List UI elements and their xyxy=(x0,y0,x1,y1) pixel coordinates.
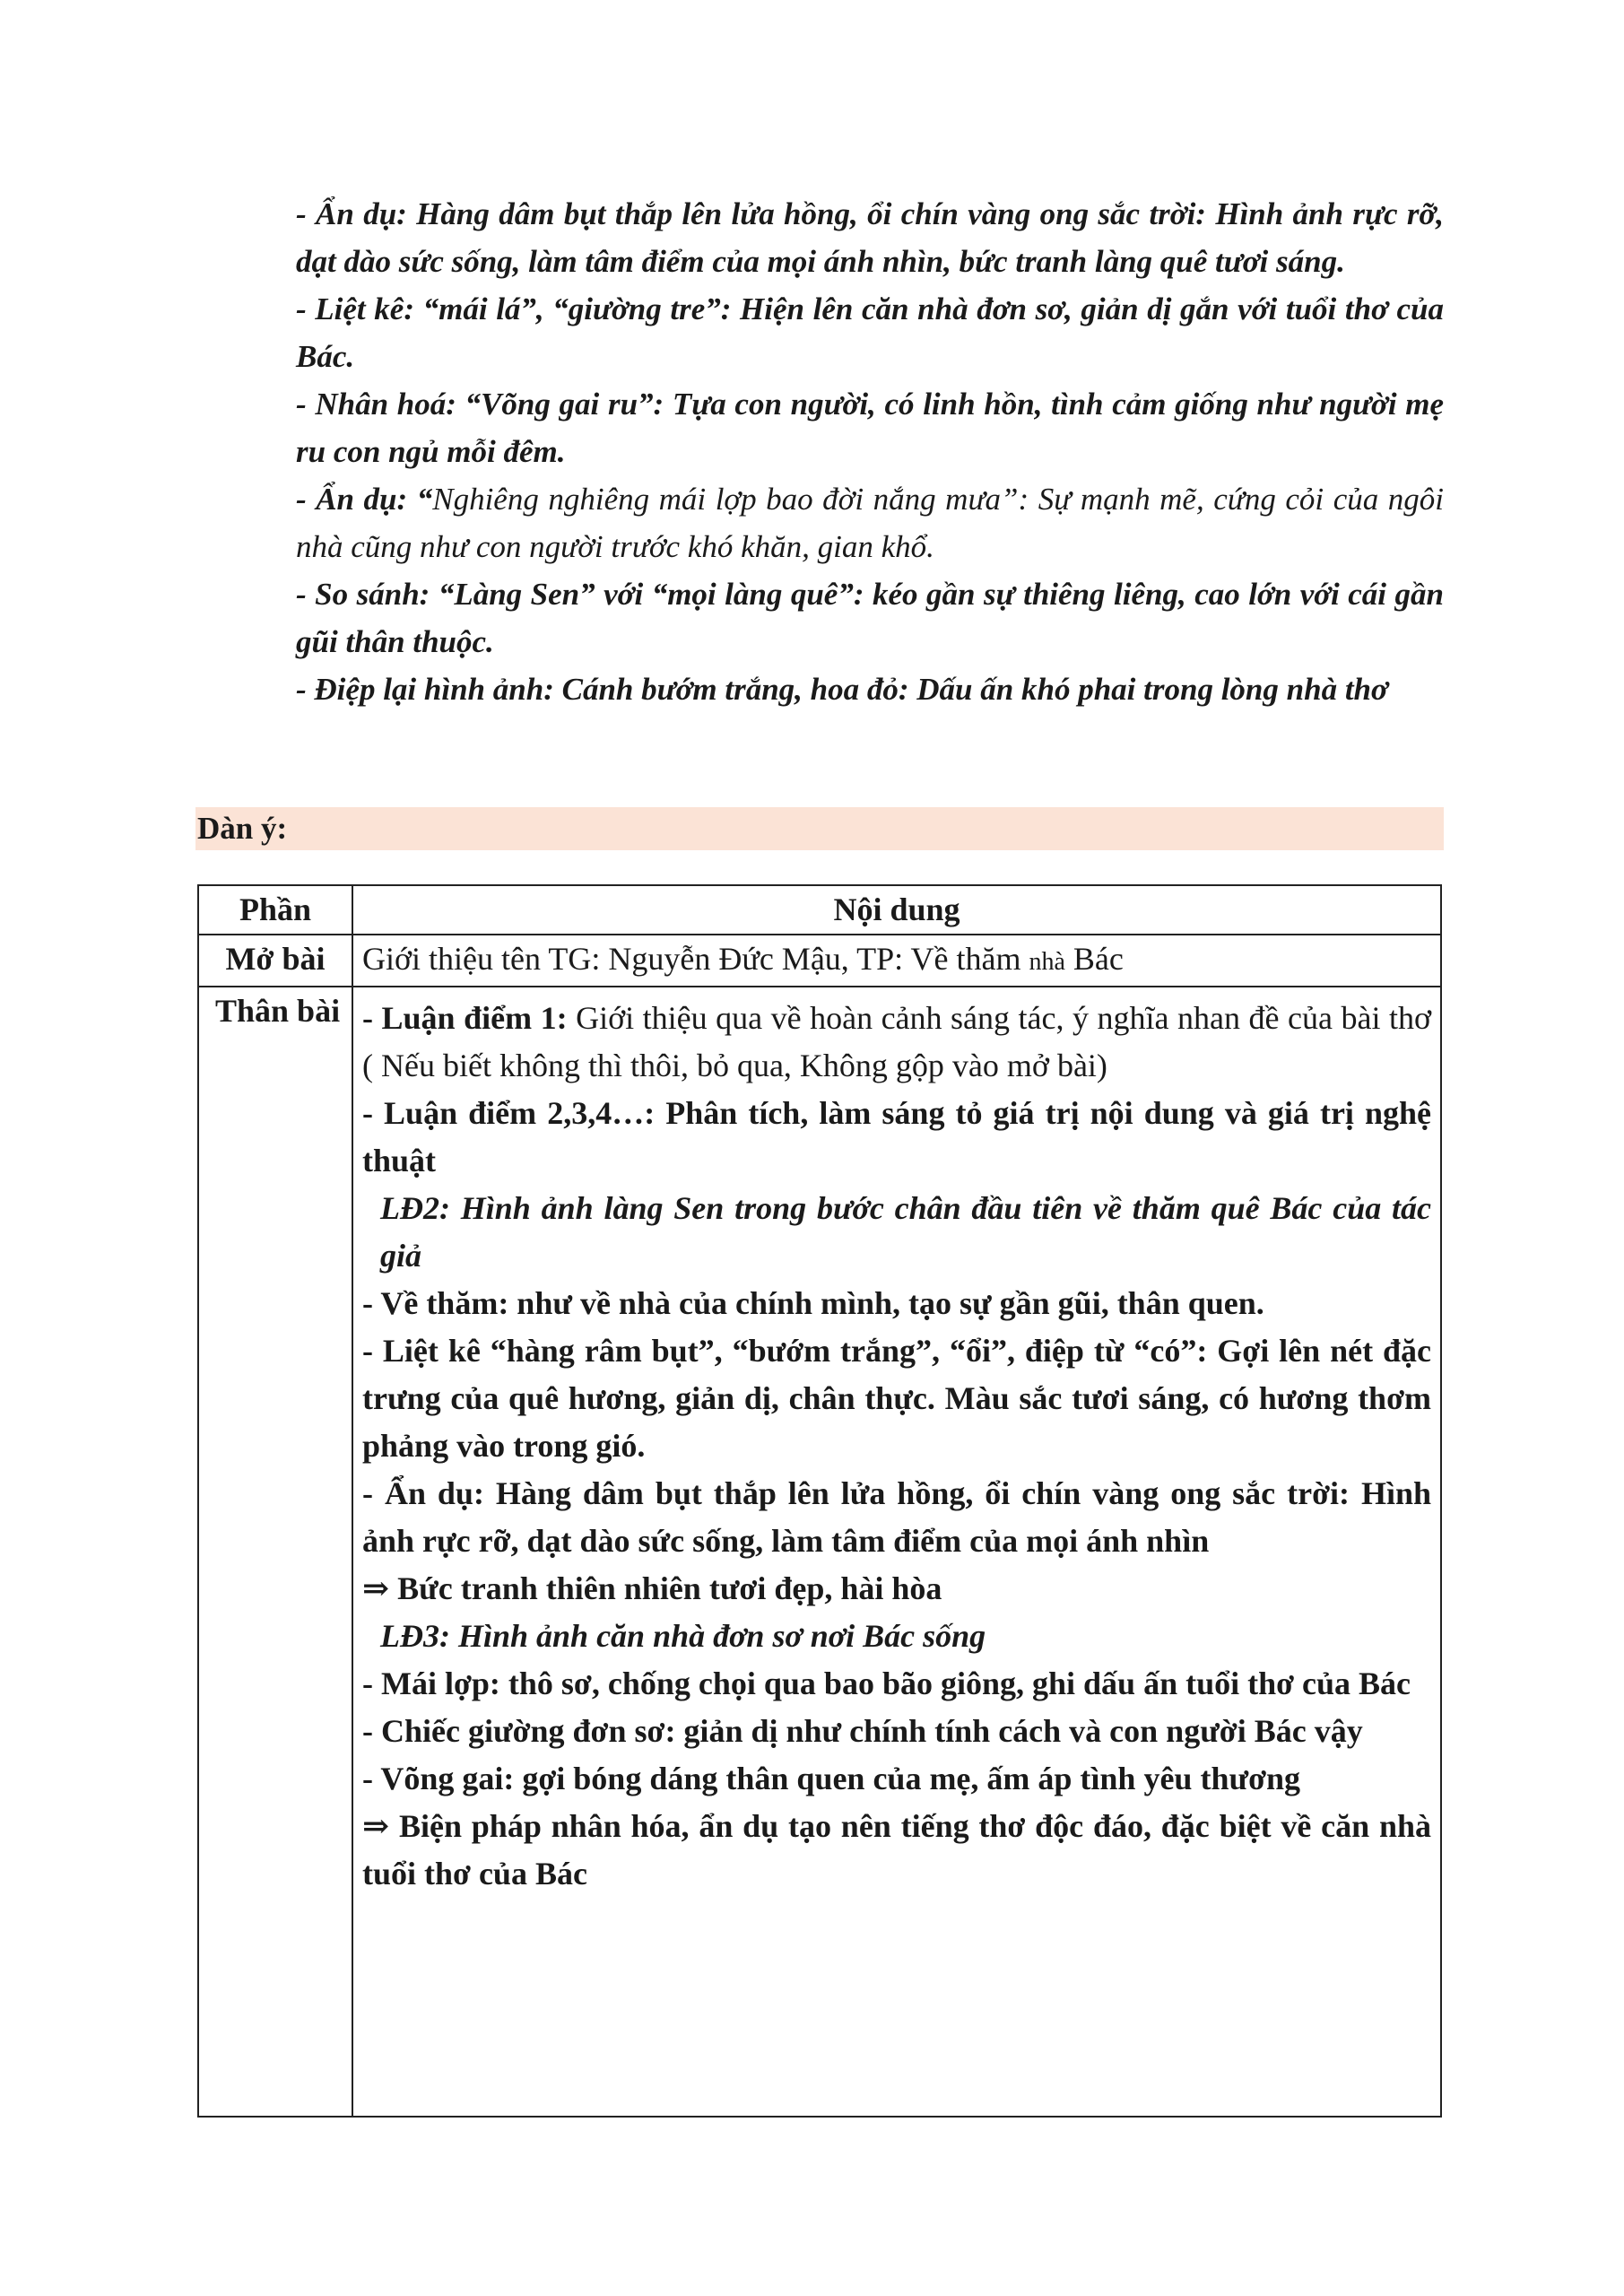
intro-line: - Nhân hoá: “Võng gai ru”: Tựa con người, có linh hồn, tình cảm giống như người mẹ ru con ngủ mỗi đêm. xyxy=(296,387,1444,469)
content-text-small: nhà xyxy=(1029,948,1065,976)
ld3-item: - Võng gai: gợi bóng dáng thân quen của mẹ, ấm áp tình yêu thương xyxy=(362,1761,1301,1796)
row-part: Thân bài xyxy=(198,987,352,2117)
intro-line-tail: Nghiêng nghiêng mái lợp bao đời nắng mưa”: Sự mạnh mẽ, cứng cỏi của ngôi nhà cũng như con người trước khó khăn, gian khổ. xyxy=(296,482,1444,564)
intro-line xyxy=(296,475,1444,570)
intro-line: - Ẩn dụ: Hàng dâm bụt thắp lên lửa hồng, ổi chín vàng ong sắc trời: Hình ảnh rực rỡ, dạt dào sức sống, làm tâm điểm của mọi ánh nhìn, bức tranh làng quê tươi sáng. xyxy=(296,196,1444,279)
intro-notes xyxy=(296,190,1444,713)
content-text-end: Bác xyxy=(1064,941,1124,977)
ld1-label: - Luận điểm 1: xyxy=(362,1000,568,1036)
section-title: Dàn ý: xyxy=(195,807,1444,850)
outline-table xyxy=(197,884,1442,2118)
ld1-text: Giới thiệu qua về hoàn cảnh sáng tác, ý nghĩa nhan đề của bài thơ ( Nếu biết không thì thôi, bỏ qua, Không gộp vào mở bài) xyxy=(362,1000,1431,1083)
ld3-item: ⇒ Biện pháp nhân hóa, ẩn dụ tạo nên tiếng thơ độc đáo, đặc biệt về căn nhà tuổi thơ của Bác xyxy=(362,1808,1431,1892)
header-content: Nội dung xyxy=(352,885,1441,935)
row-content xyxy=(352,987,1441,2117)
ld2-item: - Ẩn dụ: Hàng dâm bụt thắp lên lửa hồng, ổi chín vàng ong sắc trời: Hình ảnh rực rỡ, dạt dào sức sống, làm tâm điểm của mọi ánh nhìn xyxy=(362,1475,1431,1559)
content-text: Giới thiệu tên TG: Nguyễn Đức Mậu, TP: Về thăm xyxy=(362,941,1029,977)
row-content xyxy=(352,935,1441,987)
header-part: Phần xyxy=(198,885,352,935)
ld3-title: LĐ3: Hình ảnh căn nhà đơn sơ nơi Bác sống xyxy=(380,1618,986,1654)
intro-line-head: - Ẩn dụ: “ xyxy=(296,482,433,517)
intro-line: - So sánh: “Làng Sen” với “mọi làng quê”: kéo gần sự thiêng liêng, cao lớn với cái gần gũi thân thuộc. xyxy=(296,577,1444,659)
ld2-title: LĐ2: Hình ảnh làng Sen trong bước chân đầu tiên về thăm quê Bác của tác giả xyxy=(380,1190,1431,1274)
intro-line: - Điệp lại hình ảnh: Cánh bướm trắng, hoa đỏ: Dấu ấn khó phai trong lòng nhà thơ xyxy=(296,672,1388,707)
ld3-item: - Chiếc giường đơn sơ: giản dị như chính tính cách và con người Bác vậy xyxy=(362,1713,1363,1749)
ld2-item: - Liệt kê “hàng râm bụt”, “bướm trắng”, “ổi”, điệp từ “có”: Gợi lên nét đặc trưng của quê hương, giản dị, chân thực. Màu sắc tươi sáng, có hương thơm phảng vào trong gió. xyxy=(362,1333,1431,1464)
ld1 xyxy=(362,995,1431,1090)
ld234: - Luận điểm 2,3,4…: Phân tích, làm sáng tỏ giá trị nội dung và giá trị nghệ thuật xyxy=(362,1095,1431,1178)
ld2-item: - Về thăm: như về nhà của chính mình, tạo sự gần gũi, thân quen. xyxy=(362,1285,1264,1321)
ld3-item: - Mái lợp: thô sơ, chống chọi qua bao bão giông, ghi dấu ấn tuổi thơ của Bác xyxy=(362,1665,1411,1701)
intro-line: - Liệt kê: “mái lá”, “giường tre”: Hiện lên căn nhà đơn sơ, giản dị gắn với tuổi thơ của Bác. xyxy=(296,291,1444,374)
table-header-row xyxy=(198,885,1441,935)
ld2-item: ⇒ Bức tranh thiên nhiên tươi đẹp, hài hòa xyxy=(362,1570,942,1606)
row-part: Mở bài xyxy=(198,935,352,987)
table-row xyxy=(198,987,1441,2117)
table-row xyxy=(198,935,1441,987)
